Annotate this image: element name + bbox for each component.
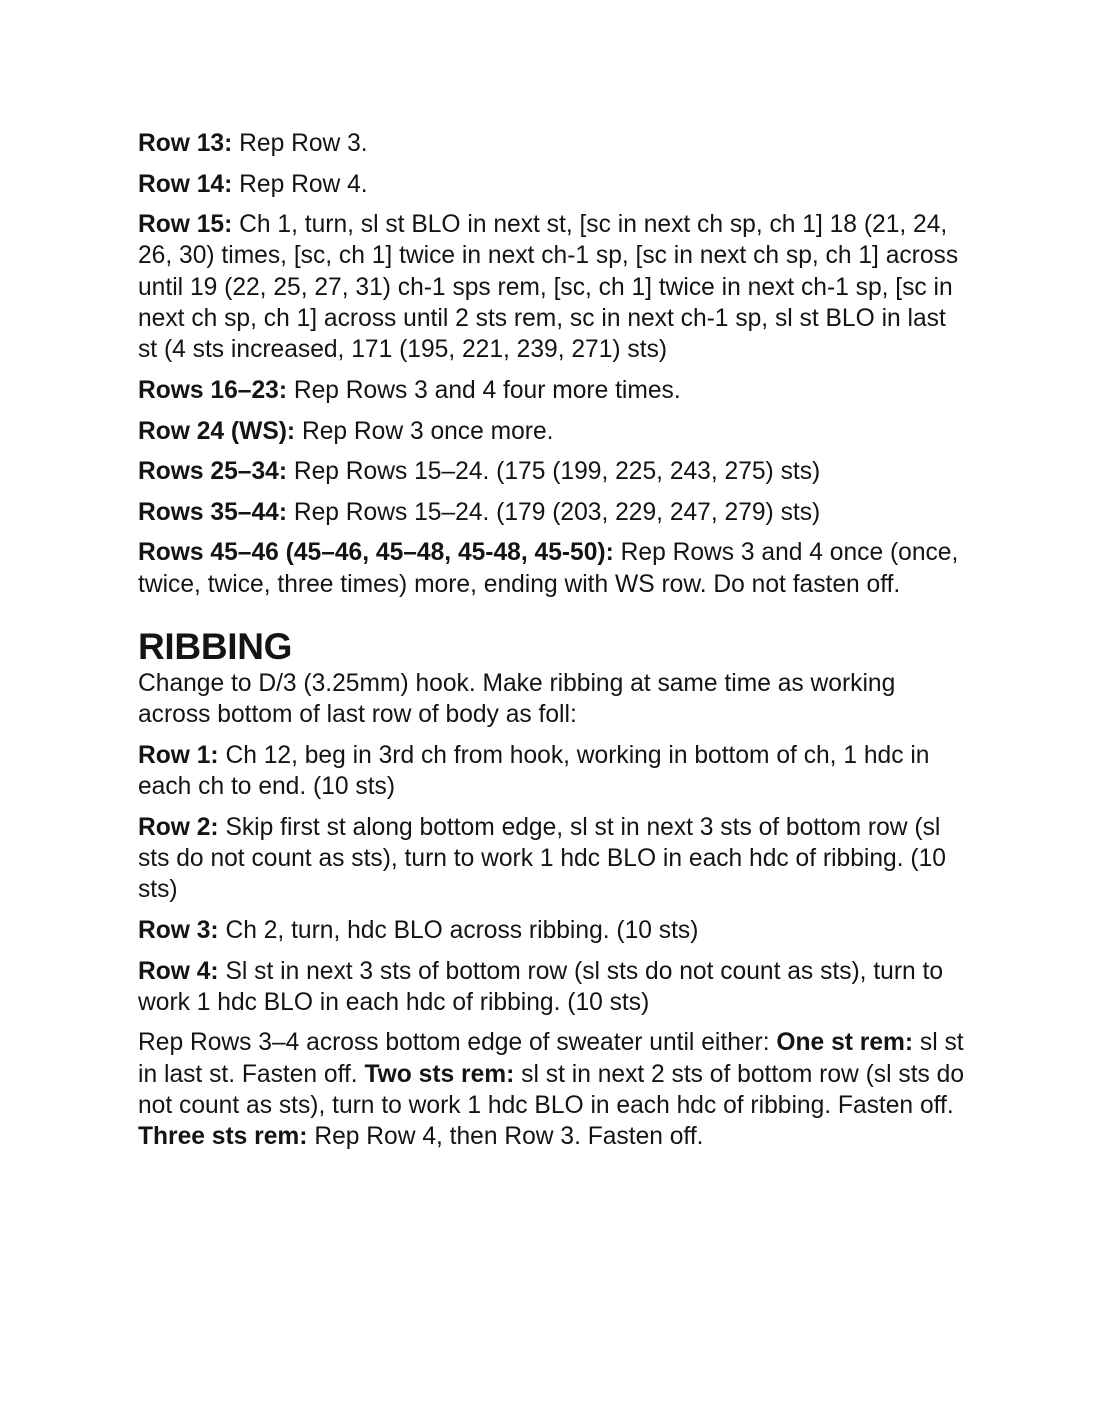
final-text: sl st in next 2 sts of bottom row (sl sts do not count as sts), turn to work 1 hdc BLO in each hdc of ribbing. Fasten off. bbox=[138, 1060, 965, 1119]
final-text: Rep Row 4, then Row 3. Fasten off. bbox=[307, 1123, 704, 1151]
final-text: Rep Rows 3–4 across bottom edge of sweater until either: bbox=[138, 1029, 777, 1057]
ribbing-heading: RIBBING bbox=[138, 625, 293, 667]
pattern-page bbox=[138, 128, 968, 1162]
ribbing-row-3-instruction bbox=[138, 915, 968, 946]
row-14-instruction bbox=[138, 169, 968, 200]
rows-25-34-instruction bbox=[138, 456, 968, 487]
row-24-instruction bbox=[138, 416, 968, 447]
ribbing-row-4-instruction bbox=[138, 956, 968, 1019]
row-label: Rows 25–34: bbox=[138, 458, 288, 486]
row-text: Rep Rows 3 and 4 once (once, twice, twice, three times) more, ending with WS row. Do not fasten off. bbox=[138, 539, 959, 598]
row-text: Ch 2, turn, hdc BLO across ribbing. (10 sts) bbox=[218, 916, 699, 944]
row-text: Skip first st along bottom edge, sl st in next 3 sts of bottom row (sl sts do not count as sts), turn to work 1 hdc BLO in each hdc of ribbing. (10 sts) bbox=[138, 813, 946, 904]
row-label: Rows 35–44: bbox=[138, 498, 288, 526]
ribbing-row-2-instruction bbox=[138, 812, 968, 906]
row-text: Rep Rows 15–24. (179 (203, 229, 247, 279) sts) bbox=[287, 498, 821, 526]
row-label: Row 13: bbox=[138, 130, 233, 157]
row-text: Ch 1, turn, sl st BLO in next st, [sc in next ch sp, ch 1] 18 (21, 24, 26, 30) times, [sc, ch 1] twice in next ch-1 sp, [sc in next ch sp, ch 1] across until 19 (22, 25, 27, 31) ch-1 sps rem, [sc, ch 1] twice in next ch-1 sp, [sc in next ch sp, ch 1] across until 2 sts rem, sc in next ch-1 sp, sl st BLO in last st (4 sts increased, 171 (195, 221, 239, 271) sts) bbox=[138, 211, 959, 364]
row-15-instruction bbox=[138, 209, 968, 365]
rows-16-23-instruction bbox=[138, 375, 968, 406]
ribbing-row-1-instruction bbox=[138, 740, 968, 803]
row-text: Rep Row 3 once more. bbox=[295, 417, 554, 445]
rows-35-44-instruction bbox=[138, 497, 968, 528]
final-label: Two sts rem: bbox=[364, 1060, 515, 1088]
row-label: Row 1: bbox=[138, 741, 219, 769]
row-label: Rows 45–46 (45–46, 45–48, 45-48, 45-50): bbox=[138, 539, 614, 567]
row-text: Rep Rows 15–24. (175 (199, 225, 243, 275) sts) bbox=[287, 458, 821, 486]
rows-45-46-instruction bbox=[138, 537, 968, 600]
final-label: Three sts rem: bbox=[138, 1123, 308, 1151]
row-text: Sl st in next 3 sts of bottom row (sl sts do not count as sts), turn to work 1 hdc BLO in each hdc of ribbing. (10 sts) bbox=[138, 957, 944, 1016]
row-label: Row 14: bbox=[138, 170, 233, 198]
row-text: Rep Row 4. bbox=[232, 170, 368, 198]
final-text: sl st in last st. Fasten off. bbox=[138, 1029, 964, 1088]
final-label: One st rem: bbox=[776, 1029, 914, 1057]
row-label: Row 4: bbox=[138, 957, 219, 985]
row-text: Rep Rows 3 and 4 four more times. bbox=[287, 376, 681, 404]
ribbing-intro: Change to D/3 (3.25mm) hook. Make ribbing at same time as working across bottom of last row of body as foll: bbox=[138, 669, 896, 729]
row-text: Ch 12, beg in 3rd ch from hook, working in bottom of ch, 1 hdc in each ch to end. (10 sts) bbox=[138, 741, 930, 801]
row-label: Row 2: bbox=[138, 813, 219, 841]
row-label: Row 24 (WS): bbox=[138, 417, 296, 445]
row-13-instruction bbox=[138, 128, 968, 159]
ribbing-final-instruction bbox=[138, 1027, 968, 1152]
row-label: Row 15: bbox=[138, 211, 233, 239]
row-text: Rep Row 3. bbox=[232, 130, 368, 157]
row-label: Rows 16–23: bbox=[138, 376, 288, 404]
row-label: Row 3: bbox=[138, 916, 219, 944]
